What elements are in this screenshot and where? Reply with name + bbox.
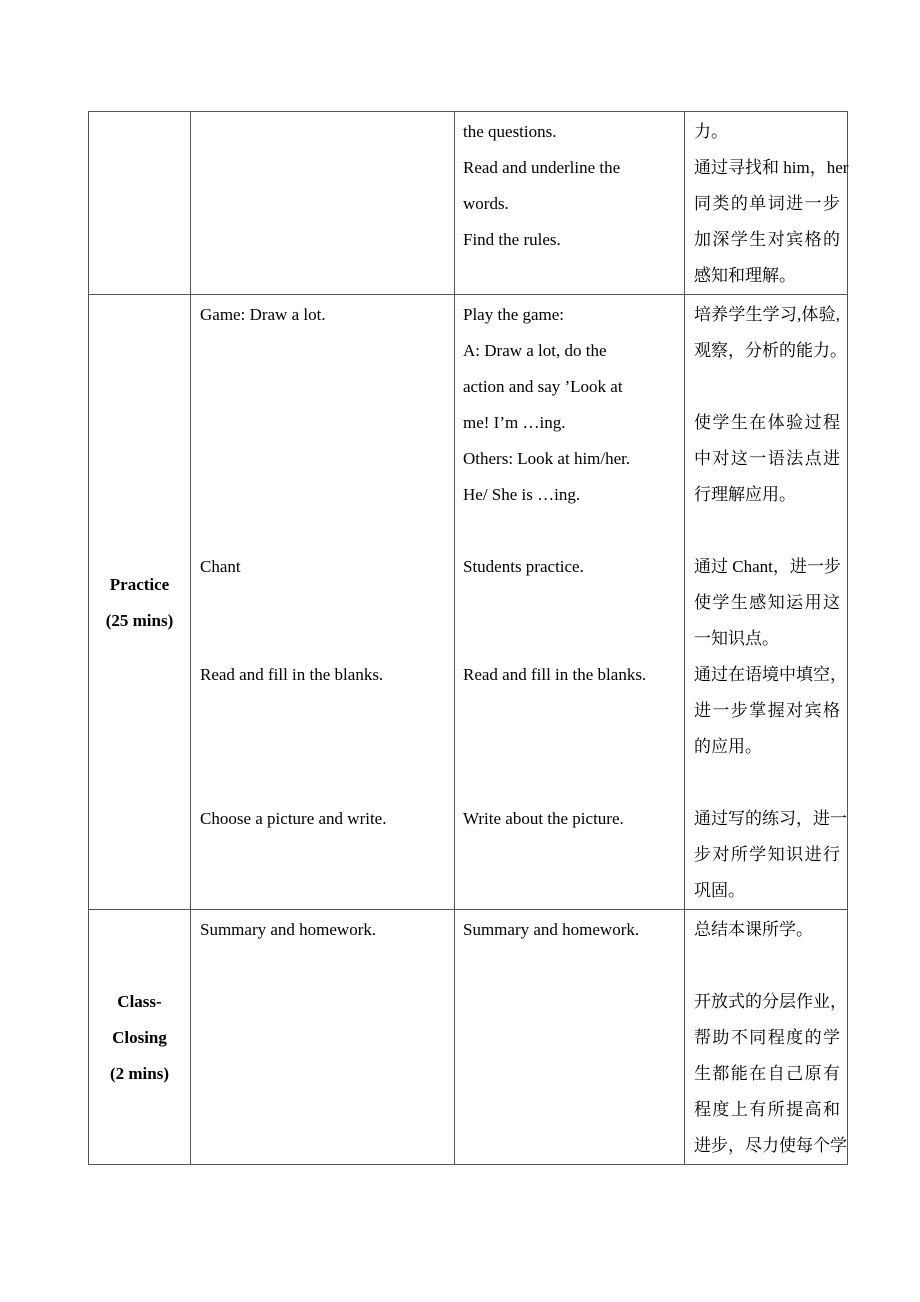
cell-text-line: Play the game:	[463, 305, 565, 324]
table-row	[89, 295, 848, 910]
cell-text-line: 步对所学知识进行	[694, 845, 840, 864]
cell-text-line: Closing	[112, 1028, 167, 1047]
cell-text-line: 通过寻找和 him，her	[694, 158, 849, 177]
cell-text-line	[463, 585, 684, 621]
cell-text-line: Class-	[117, 992, 162, 1011]
cell-text-line: (25 mins)	[105, 611, 174, 630]
cell-text-line	[463, 693, 684, 729]
cell-text-line: 开放式的分层作业，	[694, 992, 847, 1011]
student-activity-cell	[455, 910, 685, 1165]
cell-text-line: Choose a picture and write.	[200, 809, 387, 828]
cell-text-line: 观察，分析的能力。	[694, 341, 847, 360]
student-activity-cell	[455, 112, 685, 295]
cell-text-line: Game: Draw a lot.	[200, 305, 326, 324]
cell-text-line: 一知识点。	[694, 629, 779, 648]
purpose-cell	[685, 910, 848, 1165]
purpose-cell	[685, 295, 848, 910]
teacher-activity-cell	[191, 112, 455, 295]
lesson-plan-table	[88, 111, 848, 1165]
cell-text-line: Practice	[109, 575, 170, 594]
cell-text-line	[694, 369, 840, 405]
cell-text-line: Others: Look at him/her.	[463, 449, 631, 468]
cell-text-line: 行理解应用。	[694, 485, 796, 504]
cell-text-line	[200, 729, 454, 765]
cell-text-line: 程度上有所提高和	[694, 1100, 840, 1119]
cell-text-line: Write about the picture.	[463, 809, 624, 828]
cell-text-line: 巩固。	[694, 881, 745, 900]
table-row	[89, 112, 848, 295]
cell-text-line	[463, 621, 684, 657]
cell-text-line: Find the rules.	[463, 230, 561, 249]
cell-text-line	[200, 765, 454, 801]
cell-text-line: Summary and homework.	[200, 920, 377, 939]
cell-text-line: 进步，尽力使每个学	[694, 1136, 847, 1155]
cell-text-line	[200, 693, 454, 729]
purpose-cell	[685, 112, 848, 295]
cell-text-line: He/ She is …ing.	[463, 485, 581, 504]
stage-cell	[89, 112, 191, 295]
cell-text-line: Students practice.	[463, 557, 584, 576]
cell-text-line: action and say ’Look at	[463, 377, 623, 396]
cell-text-line: 通过写的练习，进一	[694, 809, 847, 828]
cell-text-line: 培养学生学习,体验,	[694, 305, 840, 324]
cell-text-line: (2 mins)	[109, 1064, 170, 1083]
cell-text-line	[463, 765, 684, 801]
cell-text-line	[463, 513, 684, 549]
stage-cell	[89, 910, 191, 1165]
cell-text-line: 使学生在体验过程	[694, 413, 840, 432]
cell-text-line: Chant	[200, 557, 241, 576]
cell-text-line: 感知和理解。	[694, 266, 796, 285]
cell-text-line	[200, 405, 454, 441]
cell-text-line: Read and fill in the blanks.	[200, 665, 384, 684]
cell-text-line	[200, 621, 454, 657]
cell-text-line	[694, 948, 840, 984]
cell-text-line: 通过 Chant，进一步	[694, 557, 841, 576]
cell-text-line: Summary and homework.	[463, 920, 640, 939]
cell-text-line: 同类的单词进一步	[694, 194, 840, 213]
cell-text-line: 生都能在自己原有	[694, 1064, 840, 1083]
student-activity-cell	[455, 295, 685, 910]
cell-text-line: 力。	[694, 122, 728, 141]
cell-text-line	[200, 369, 454, 405]
teacher-activity-cell	[191, 910, 455, 1165]
cell-text-line	[200, 513, 454, 549]
cell-text-line: Read and underline the	[463, 158, 621, 177]
stage-cell	[89, 295, 191, 910]
cell-text-line	[694, 513, 840, 549]
cell-text-line: the questions.	[463, 122, 557, 141]
cell-text-line	[200, 585, 454, 621]
cell-text-line: words.	[463, 194, 509, 213]
cell-text-line: A: Draw a lot, do the	[463, 341, 607, 360]
cell-text-line: 中对这一语法点进	[694, 449, 840, 468]
cell-text-line	[200, 333, 454, 369]
cell-text-line: 使学生感知运用这	[694, 593, 840, 612]
teacher-activity-cell	[191, 295, 455, 910]
cell-text-line	[694, 765, 840, 801]
cell-text-line: me! I’m …ing.	[463, 413, 566, 432]
cell-text-line: 总结本课所学。	[694, 920, 813, 939]
cell-text-line: 帮助不同程度的学	[694, 1028, 840, 1047]
cell-text-line	[200, 477, 454, 513]
table-row	[89, 910, 848, 1165]
cell-text-line: 通过在语境中填空，	[694, 665, 847, 684]
cell-text-line	[463, 729, 684, 765]
cell-text-line: 的应用。	[694, 737, 762, 756]
cell-text-line: 加深学生对宾格的	[694, 230, 840, 249]
cell-text-line: 进一步掌握对宾格	[694, 701, 840, 720]
cell-text-line: Read and fill in the blanks.	[463, 665, 647, 684]
cell-text-line	[200, 441, 454, 477]
